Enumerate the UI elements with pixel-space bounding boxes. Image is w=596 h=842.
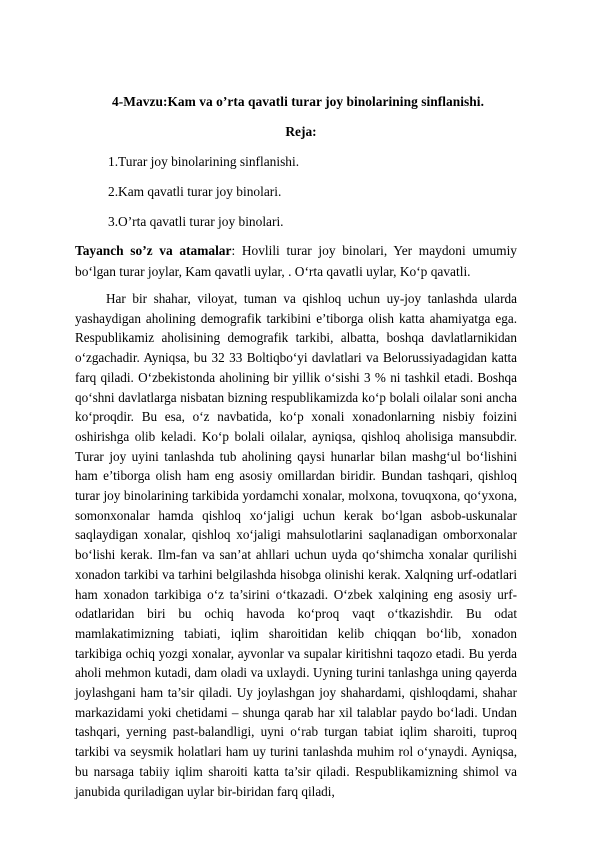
keywords-text: : Hovlili turar joy binolari, Yer maydoni umumiy bo‘lgan turar joylar, Kam qavatli uylar, . O‘rta qavatli uylar, Ko‘p qavatli.	[75, 243, 517, 279]
plan-item-2: 2.Kam qavatli turar joy binolari.	[108, 184, 282, 199]
plan-item-1: 1.Turar joy binolarining sinflanishi.	[108, 154, 300, 169]
keywords-paragraph	[75, 240, 517, 282]
body-paragraph: Har bir shahar, viloyat, tuman va qishloq uchun uy-joy tanlashda ularda yashaydigan aholining demografik tarkibini e’tiborga olish katta ahamiyatga ega. Respublikamiz aholisining demografik tarkibi, albatta, boshqa davlatlarnikidan o‘zgachadir. Ayniqsa, bu 32 33 Boltiqbo‘yi davlatlari va Belorussiyadagidan katta farq qiladi. O‘zbekistonda aholining bir yillik o‘sishi 3 % ni tashkil etadi. Boshqa qo‘shni davlatlarga nisbatan bizning respublikamizda ko‘p bolali oilalar soni ancha ko‘proqdir. Bu esa, o‘z navbatida, ko‘p xonali xonadonlarning nisbiy foizini oshirishga olib keladi. Ko‘p bolali oilalar, ayniqsa, qishloq aholisiga mansubdir. Turar joy uyini tanlashda tub aholining qaysi hunarlar bilan mashg‘ul bo‘lishini ham e’tiborga olish ham eng asosiy omillardan biridir. Bundan tashqari, qishloq turar joy binolarining tarkibida yordamchi xonalar, molxona, tovuqxona, qo‘yxona, somonxonalar hamda qishloq xo‘jaligi uchun kerak bo‘lgan asbob-uskunalar saqlaydigan xonalar, qishloq xo‘jaligi mahsulotlarini saqlanadigan omborxonalar bo‘lishi kerak. Ilm-fan va san’at ahllari uchun uyda qo‘shimcha xonalar qurilishi xonadon tarkibi va tarhini belgilashda hisobga olinishi kerak. Xalqning urf-odatlari ham xonadon tarkibiga o‘z ta’sirini o‘tkazadi. O‘zbek xalqining eng asosiy urf-odatlaridan biri bu ochiq havoda ko‘proq vaqt o‘tkazishdir. Bu odat mamlakatimizning tabiati, iqlim sharoitidan kelib chiqqan bo‘lib, xonadon tarkibiga ochiq yozgi xonalar, ayvonlar va supalar kiritishni taqozo etadi. Bu yerda aholi mehmon kutadi, dam oladi va uxlaydi. Uyning turini tanlashga uning qayerda joylashgani ham ta’sir qiladi. Uy joylashgan joy shahardami, qishloqdami, shahar markazidami yoki chetidami – shunga qarab har xil talablar paydo bo‘ladi. Undan tashqari, yerning past-balandligi, uyni o‘rab turgan tabiat iqlim sharoiti, tuproq tarkibi va seysmik holatlari ham uy turini tanlashda muhim rol o‘ynaydi. Ayniqsa, bu narsaga tabiiy iqlim sharoiti katta ta’sir qiladi. Respublikamizning shimol va janubida quriladigan uylar bir-biridan farq qiladi,	[75, 291, 517, 799]
keywords-label: Tayanch so’z va atamalar	[75, 243, 232, 258]
plan-heading: Reja:	[285, 124, 317, 139]
plan-item-3: 3.O’rta qavatli turar joy binolari.	[108, 214, 284, 229]
document-title: 4-Mavzu:Kam va o’rta qavatli turar joy binolarining sinflanishi.	[112, 94, 484, 109]
